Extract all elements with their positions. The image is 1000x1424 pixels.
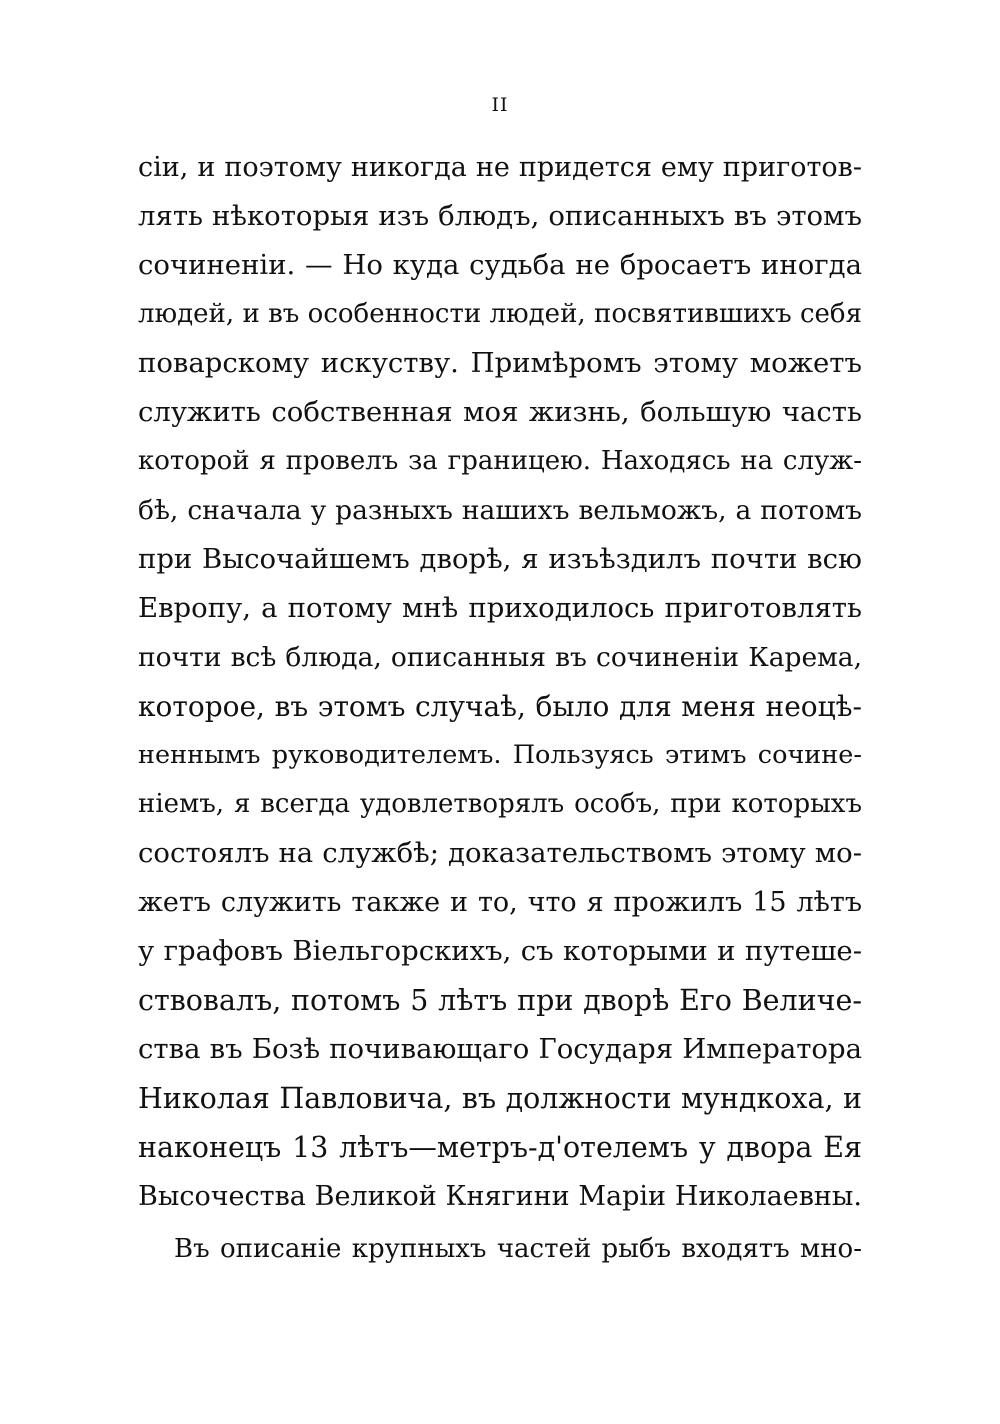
text-line: состоялъ на службѣ; доказательствомъ этому мо- bbox=[138, 837, 862, 869]
text-line: бѣ, сначала у разныхъ нашихъ вельможъ, а потомъ bbox=[138, 495, 862, 526]
paragraph bbox=[138, 1225, 862, 1274]
text-line: поварскому искуству. Примѣромъ этому можетъ bbox=[138, 347, 862, 379]
text-line: сіи, и поэтому никогда не придется ему приготов- bbox=[138, 152, 862, 183]
text-line: у графовъ Віельгорскихъ, съ которыми и путеше- bbox=[138, 935, 862, 967]
paragraph bbox=[138, 143, 862, 1221]
text-line: Высочества Великой Княгини Маріи Николаевны. bbox=[138, 1181, 862, 1212]
page-number: II bbox=[491, 94, 509, 116]
text-line: которое, въ этомъ случаѣ, было для меня неоцѣ- bbox=[138, 690, 862, 723]
text-line: которой я провелъ за границею. Находясь на служ- bbox=[138, 446, 862, 476]
text-line: сочиненіи. — Но куда судьба не бросаетъ иногда bbox=[138, 249, 862, 281]
text-line: лять нѣкоторыя изъ блюдъ, описанныхъ въ этомъ bbox=[138, 200, 862, 232]
text-line: Николая Павловича, въ должности мундкоха, и bbox=[138, 1082, 862, 1115]
text-line: людей, и въ особенности людей, посвятившихъ себя bbox=[138, 299, 862, 329]
text-line: при Высочайшемъ дворѣ, я изъѣздилъ почти всю bbox=[138, 543, 862, 575]
body-text bbox=[138, 143, 862, 1274]
text-line: ствовалъ, потомъ 5 лѣтъ при дворѣ Его Величе- bbox=[138, 984, 862, 1017]
text-line: ніемъ, я всегда удовлетворялъ особъ, при которыхъ bbox=[138, 789, 862, 819]
text-line: наконецъ 13 лѣтъ—метръ-д'отелемъ у двора Ея bbox=[138, 1131, 862, 1164]
text-line: Въ описаніе крупныхъ частей рыбъ входятъ мно- bbox=[174, 1234, 862, 1264]
text-line: жетъ служить также и то, что я прожилъ 15 лѣтъ bbox=[138, 887, 862, 918]
text-line: неннымъ руководителемъ. Пользуясь этимъ сочине- bbox=[138, 740, 862, 770]
text-line: служить собственная моя жизнь, большую часть bbox=[138, 396, 862, 428]
text-line: Европу, а потому мнѣ приходилось приготовлять bbox=[138, 592, 862, 624]
text-line: почти всѣ блюда, описанныя въ сочиненіи Карема, bbox=[138, 642, 862, 673]
text-line: ства въ Бозѣ почивающаго Государя Императора bbox=[138, 1033, 862, 1065]
